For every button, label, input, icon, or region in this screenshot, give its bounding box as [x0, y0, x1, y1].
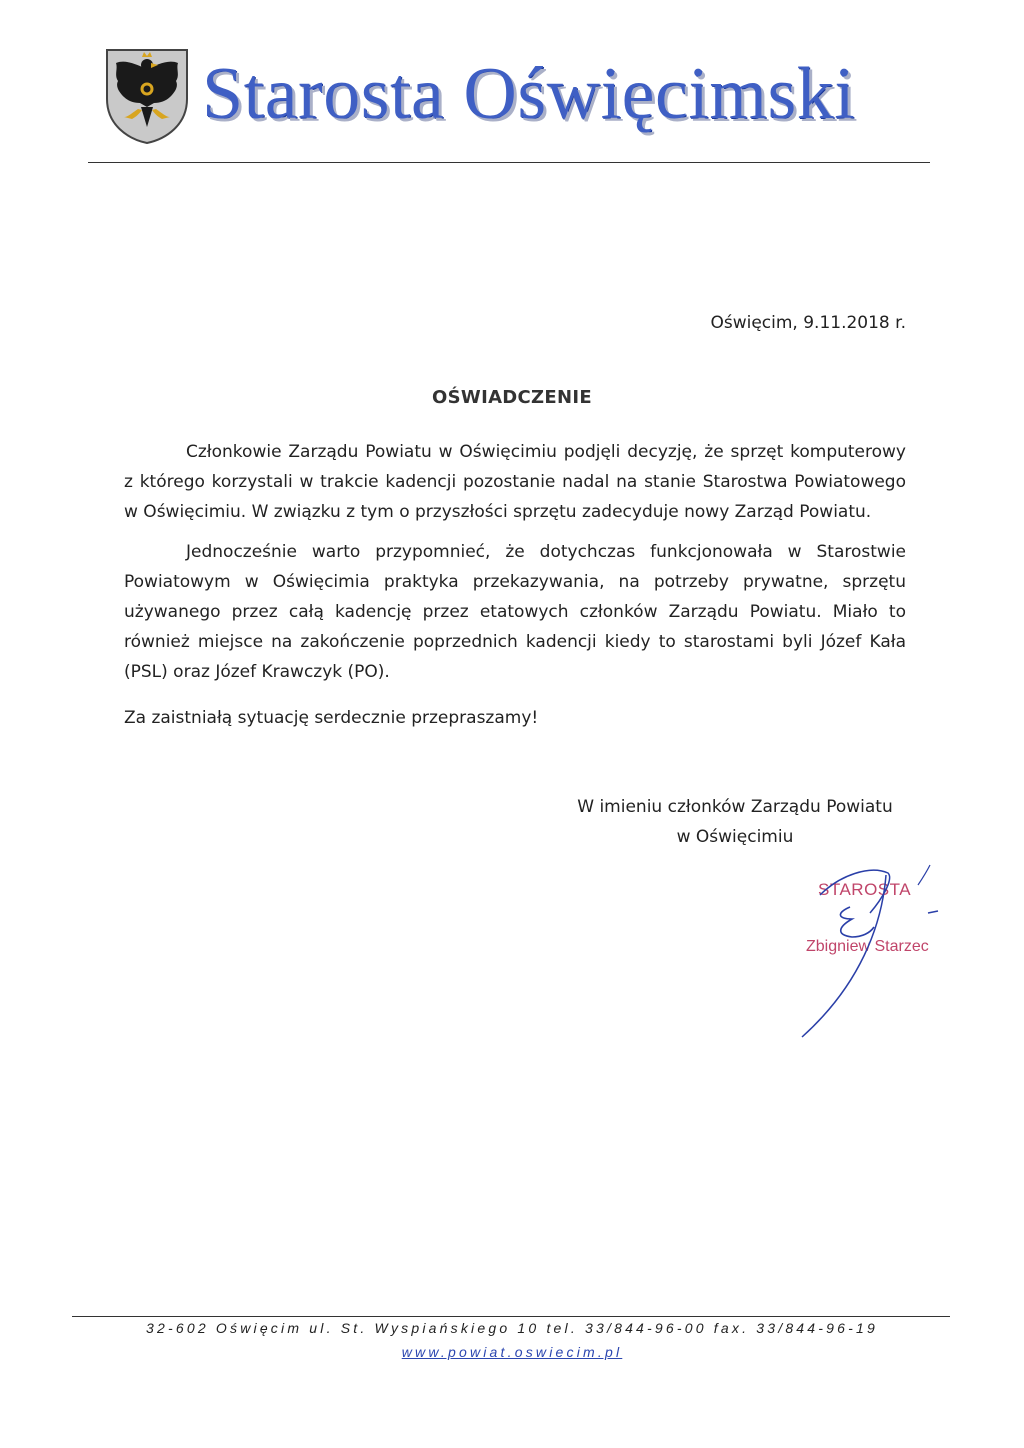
paragraph-1: Członkowie Zarządu Powiatu w Oświęcimiu podjęli decyzję, że sprzęt komputerowy z którego korzystali w trakcie kadencji pozostanie nadal na stanie Starostwa Powiatowego w Oświęcimiu. W związku z tym o przyszłości sprzętu zadecyduje nowy Zarząd Powiatu. [124, 442, 906, 522]
closing-line-1: W imieniu członków Zarządu Powiatu [577, 797, 893, 817]
footer-website-link[interactable]: www.powiat.oswiecim.pl [401, 1344, 623, 1360]
document-title: OŚWIADCZENIE [432, 387, 592, 408]
coat-of-arms-eagle-icon [104, 47, 190, 145]
letterhead-title: Starosta Oświęcimski [202, 53, 856, 135]
handwritten-signature [790, 855, 960, 1045]
header-divider [88, 162, 930, 163]
closing-line-2: w Oświęcimiu [676, 827, 794, 847]
footer-divider [72, 1316, 950, 1317]
stamp-name: Zbigniew Starzec [806, 938, 929, 955]
footer-address: 32-602 Oświęcim ul. St. Wyspiańskiego 10 tel. 33/844-96-00 fax. 33/844-96-19 [146, 1320, 878, 1336]
paragraph-2: Jednocześnie warto przypomnieć, że dotychczas funkcjonowała w Starostwie Powiatowym w Oświęcimia praktyka przekazywania, na potrzeby prywatne, sprzętu używanego przez całą kadencję przez etatowych członków Zarządu Powiatu. Miało to również miejsce na zakończenie poprzednich kadencji kiedy to starostami byli Józef Kała (PSL) oraz Józef Krawczyk (PO). [124, 542, 906, 682]
document-date: Oświęcim, 9.11.2018 r. [710, 313, 906, 333]
stamp-title: STAROSTA [818, 880, 912, 899]
paragraph-3: Za zaistniałą sytuację serdecznie przepraszamy! [124, 708, 539, 728]
closing-block [560, 792, 910, 852]
